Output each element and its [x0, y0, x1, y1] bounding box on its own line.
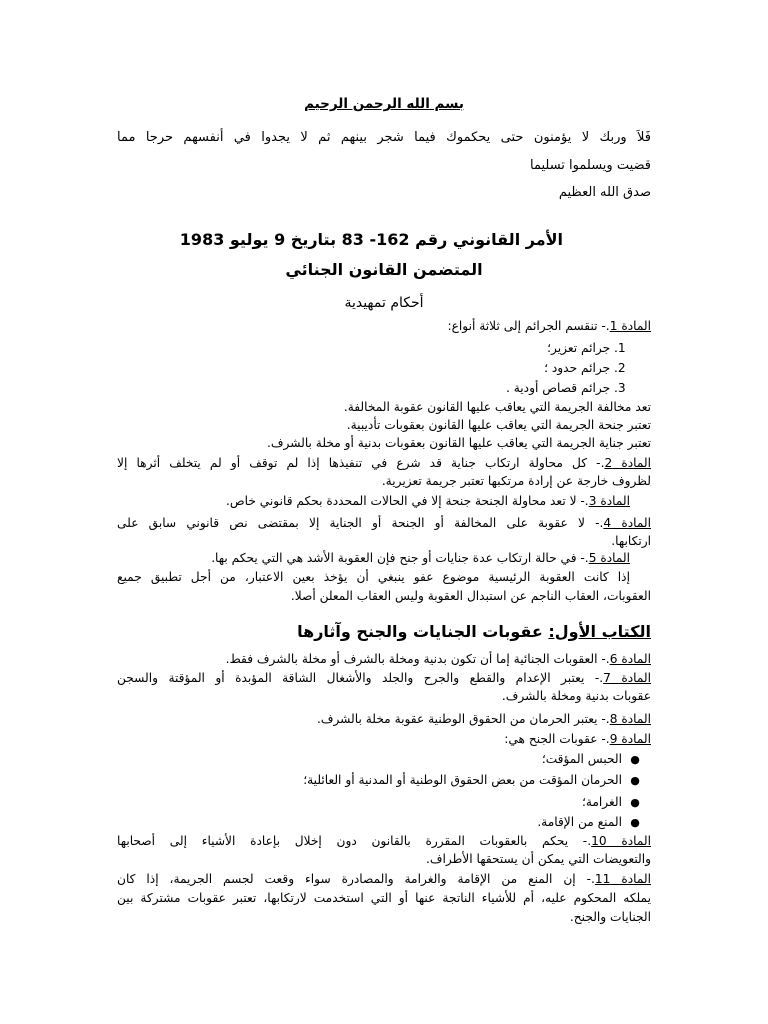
article-5-line-2: إذا كانت العقوبة الرئيسية موضوع عفو ينبغي أن يؤخذ بعين الاعتبار، من أجل تطبيق جميع	[117, 570, 630, 584]
article-10-line-2: والتعويضات التي يمكن أن يستحقها الأطراف.	[425, 852, 651, 866]
article-6-label: المادة 6	[609, 652, 651, 666]
article-9-label: المادة 9	[609, 732, 651, 746]
article-11	[117, 871, 651, 887]
article-9-item-4: ●المنع من الإقامة.	[537, 814, 648, 831]
book-1-heading	[297, 624, 651, 640]
article-10	[117, 833, 651, 849]
bullet-icon: ●	[630, 816, 640, 829]
article-9	[504, 731, 651, 747]
article-4	[117, 515, 651, 531]
book-1-label: الكتاب الأول:	[548, 622, 651, 641]
article-1-def-1: تعد مخالفة الجريمة التي يعاقب عليها القانون عقوبة المخالفة.	[343, 400, 651, 414]
article-3	[226, 493, 630, 509]
article-6-text: .- العقوبات الجنائية إما أن تكون بدنية ومخلة بالشرف أو مخلة بالشرف فقط.	[225, 652, 610, 666]
article-3-label: المادة 3	[588, 494, 630, 508]
article-5	[211, 550, 630, 566]
article-7-label: المادة 7	[603, 671, 651, 685]
article-1-text: .- تنقسم الجرائم إلى ثلاثة أنواع:	[447, 319, 610, 333]
book-1-title: عقوبات الجنايات والجنح وآثارها	[297, 622, 549, 641]
article-11-line-1: .- إن المنع من الإقامة والغرامة والمصادرة سواء وقعت لجسم الجريمة، إذا كان	[117, 872, 595, 886]
article-11-line-2: يملكه المحكوم عليه، أم للأشياء الناتجة عنها أو التي استخدمت لارتكابها، تعتبر عقوبات مشتركة بين	[117, 891, 651, 905]
article-2-label: المادة 2	[604, 456, 652, 470]
article-1-item-3: 3. جرائم قصاص أودية .	[506, 381, 626, 395]
article-1-def-3: تعتبر جناية الجريمة التي يعاقب عليها القانون بعقوبات بدنية أو مخلة بالشرف.	[267, 436, 651, 450]
quran-verse-line-1: فَلاَ وربك لا يؤمنون حتى يحكموك فيما شجر بينهم ثم لا يجدوا في أنفسهم حرجا مما	[117, 130, 651, 145]
article-8-text: .- يعتبر الحرمان من الحقوق الوطنية عقوبة مخلة بالشرف.	[316, 712, 610, 726]
bullet-icon: ●	[630, 753, 640, 766]
article-5-line-1: .- في حالة ارتكاب عدة جنايات أو جنح فإن العقوبة الأشد هي التي يحكم بها.	[211, 551, 589, 565]
article-1	[448, 318, 651, 334]
article-9-item-3: ●الغرامة؛	[582, 794, 648, 811]
order-title: الأمر القانوني رقم 162- 83 بتاريخ 9 يوليو 1983	[179, 230, 563, 249]
article-2-line-1: .- كل محاولة ارتكاب جناية قد شرع في تنفيذها إذا لم توقف أو لم يتخلف أثرها إلا	[117, 456, 605, 470]
article-10-line-1: .- يحكم بالعقوبات المقررة بالقانون دون إخلال بإعادة الأشياء إلى أصحابها	[117, 834, 592, 848]
article-9-item-1: ●الحبس المؤقت؛	[542, 751, 648, 768]
article-7-line-2: عقوبات بدنية ومخلة بالشرف.	[501, 689, 651, 703]
preliminary-heading: أحكام تمهيدية	[344, 295, 424, 311]
article-9-item-2: ●الحرمان المؤقت من بعض الحقوق الوطنية أو المدنية أو العائلية؛	[303, 772, 648, 789]
article-8	[317, 711, 651, 727]
article-5-label: المادة 5	[588, 551, 630, 565]
bullet-icon: ●	[630, 774, 640, 787]
basmala: بسم الله الرحمن الرحيم	[304, 96, 464, 112]
article-2	[117, 455, 651, 471]
quran-closing: صدق الله العظيم	[558, 185, 651, 200]
article-11-label: المادة 11	[594, 872, 651, 886]
article-1-def-2: تعتبر جنحة الجريمة التي يعاقب عليها القانون بعقوبات تأديبية.	[346, 418, 651, 432]
article-4-line-1: .- لا عقوبة على المخالفة أو الجنحة أو الجناية إلا بمقتضى نص قانوني سابق على	[117, 516, 604, 530]
quran-verse-line-2: قضيت ويسلموا تسليما	[530, 158, 651, 173]
article-4-label: المادة 4	[603, 516, 651, 530]
article-1-label: المادة 1	[609, 319, 651, 333]
bullet-icon: ●	[630, 796, 640, 809]
article-8-label: المادة 8	[609, 712, 651, 726]
code-title: المتضمن القانون الجنائي	[285, 260, 483, 279]
article-4-line-2: ارتكابها.	[611, 534, 651, 548]
article-9-text: .- عقوبات الجنح هي:	[504, 732, 610, 746]
article-1-item-2: 2. جرائم حدود ؛	[544, 361, 626, 375]
article-10-label: المادة 10	[591, 834, 651, 848]
article-5-line-3: العقوبات، العقاب الناجم عن استبدال العقوبة وليس العقاب المعلن أصلا.	[290, 589, 651, 603]
article-11-line-3: الجنايات والجنح.	[569, 910, 651, 924]
article-1-item-1: 1. جرائم تعزير؛	[547, 341, 626, 355]
article-6	[226, 651, 651, 667]
article-7	[117, 670, 651, 686]
article-7-line-1: .- يعتبر الإعدام والقطع والجرح والجلد والأشغال الشاقة المؤبدة أو المؤقتة والسجن	[117, 671, 604, 685]
article-2-line-2: لظروف خارجة عن إرادة مرتكبها تعتبر جريمة تعزيرية.	[381, 474, 651, 488]
article-3-text: .- لا تعد محاولة الجنحة جنحة إلا في الحالات المحددة بحكم قانوني خاص.	[226, 494, 589, 508]
